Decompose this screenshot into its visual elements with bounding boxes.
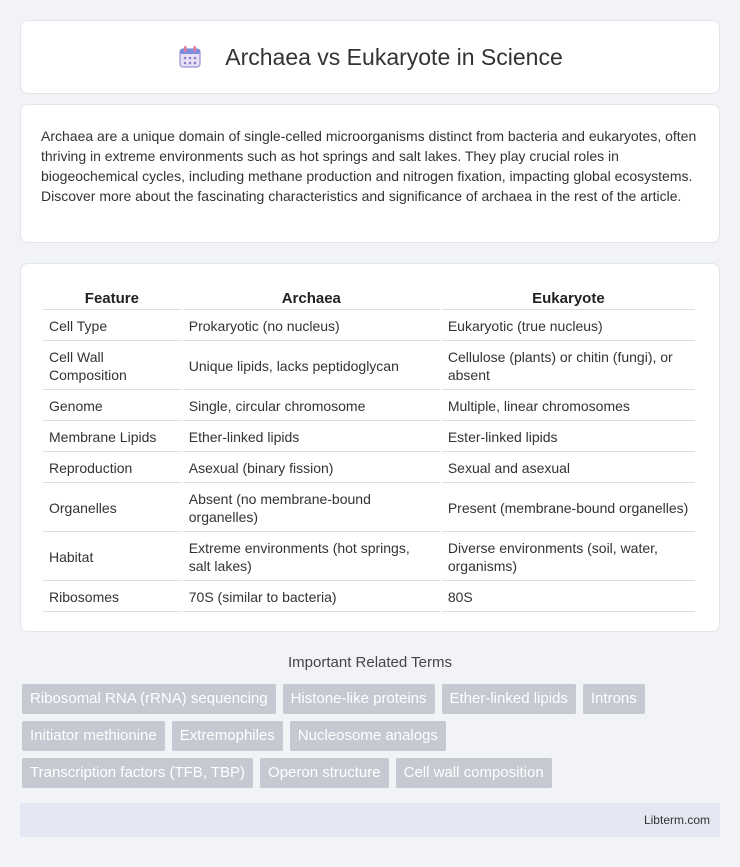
calendar-icon xyxy=(177,44,203,70)
eukaryote-cell: Ester-linked lipids xyxy=(442,423,695,452)
tag-link[interactable]: Ribosomal RNA (rRNA) sequencing xyxy=(22,684,276,714)
feature-cell: Cell Type xyxy=(43,312,181,341)
table-row xyxy=(43,534,695,581)
eukaryote-cell: Eukaryotic (true nucleus) xyxy=(442,312,695,341)
tag-link[interactable]: Operon structure xyxy=(260,758,389,788)
header-eukaryote: Eukaryote xyxy=(442,287,695,310)
feature-cell: Organelles xyxy=(43,485,181,532)
feature-cell: Ribosomes xyxy=(43,583,181,612)
eukaryote-cell: Cellulose (plants) or chitin (fungi), or absent xyxy=(442,343,695,390)
table-header-row xyxy=(43,287,695,310)
tag-link[interactable]: Histone-like proteins xyxy=(283,684,435,714)
tag-row xyxy=(22,684,722,714)
archaea-cell: 70S (similar to bacteria) xyxy=(183,583,440,612)
archaea-cell: Prokaryotic (no nucleus) xyxy=(183,312,440,341)
tag-link[interactable]: Introns xyxy=(583,684,645,714)
archaea-cell: Absent (no membrane-bound organelles) xyxy=(183,485,440,532)
archaea-cell: Unique lipids, lacks peptidoglycan xyxy=(183,343,440,390)
page-title: Archaea vs Eukaryote in Science xyxy=(225,43,563,70)
eukaryote-cell: Diverse environments (soil, water, organisms) xyxy=(442,534,695,581)
comparison-card xyxy=(20,263,720,632)
tag-row xyxy=(22,758,722,788)
archaea-cell: Ether-linked lipids xyxy=(183,423,440,452)
header-archaea: Archaea xyxy=(183,287,440,310)
table-row xyxy=(43,485,695,532)
table-row xyxy=(43,423,695,452)
intro-text: Archaea are a unique domain of single-celled microorganisms distinct from bacteria and eukaryotes, often thriving in extreme environments such as hot springs and salt lakes. They play crucial roles in biogeochemical cycles, including methane production and nitrogen fixation, impacting global ecosystems. Discover more about the fascinating characteristics and significance of archaea in the rest of the article. xyxy=(41,128,697,204)
table-row xyxy=(43,392,695,421)
feature-cell: Membrane Lipids xyxy=(43,423,181,452)
table-row xyxy=(43,454,695,483)
comparison-table xyxy=(41,285,697,614)
related-terms-tags xyxy=(22,684,722,795)
eukaryote-cell: Sexual and asexual xyxy=(442,454,695,483)
feature-cell: Cell Wall Composition xyxy=(43,343,181,390)
feature-cell: Genome xyxy=(43,392,181,421)
header-card xyxy=(20,20,720,94)
tag-link[interactable]: Transcription factors (TFB, TBP) xyxy=(22,758,253,788)
tag-link[interactable]: Ether-linked lipids xyxy=(442,684,576,714)
feature-cell: Habitat xyxy=(43,534,181,581)
intro-card xyxy=(20,104,720,243)
archaea-cell: Extreme environments (hot springs, salt lakes) xyxy=(183,534,440,581)
footer-site-link[interactable]: Libterm.com xyxy=(643,813,710,827)
tag-link[interactable]: Cell wall composition xyxy=(396,758,552,788)
eukaryote-cell: Present (membrane-bound organelles) xyxy=(442,485,695,532)
tag-link[interactable]: Nucleosome analogs xyxy=(290,721,446,751)
eukaryote-cell: 80S xyxy=(442,583,695,612)
eukaryote-cell: Multiple, linear chromosomes xyxy=(442,392,695,421)
table-row xyxy=(43,343,695,390)
related-terms-title: Important Related Terms xyxy=(288,654,452,671)
archaea-cell: Single, circular chromosome xyxy=(183,392,440,421)
footer xyxy=(20,803,720,837)
tag-link[interactable]: Extremophiles xyxy=(172,721,283,751)
archaea-cell: Asexual (binary fission) xyxy=(183,454,440,483)
table-row xyxy=(43,583,695,612)
table-row xyxy=(43,312,695,341)
feature-cell: Reproduction xyxy=(43,454,181,483)
tag-link[interactable]: Initiator methionine xyxy=(22,721,165,751)
tag-row xyxy=(22,721,722,751)
header-feature: Feature xyxy=(43,287,181,310)
